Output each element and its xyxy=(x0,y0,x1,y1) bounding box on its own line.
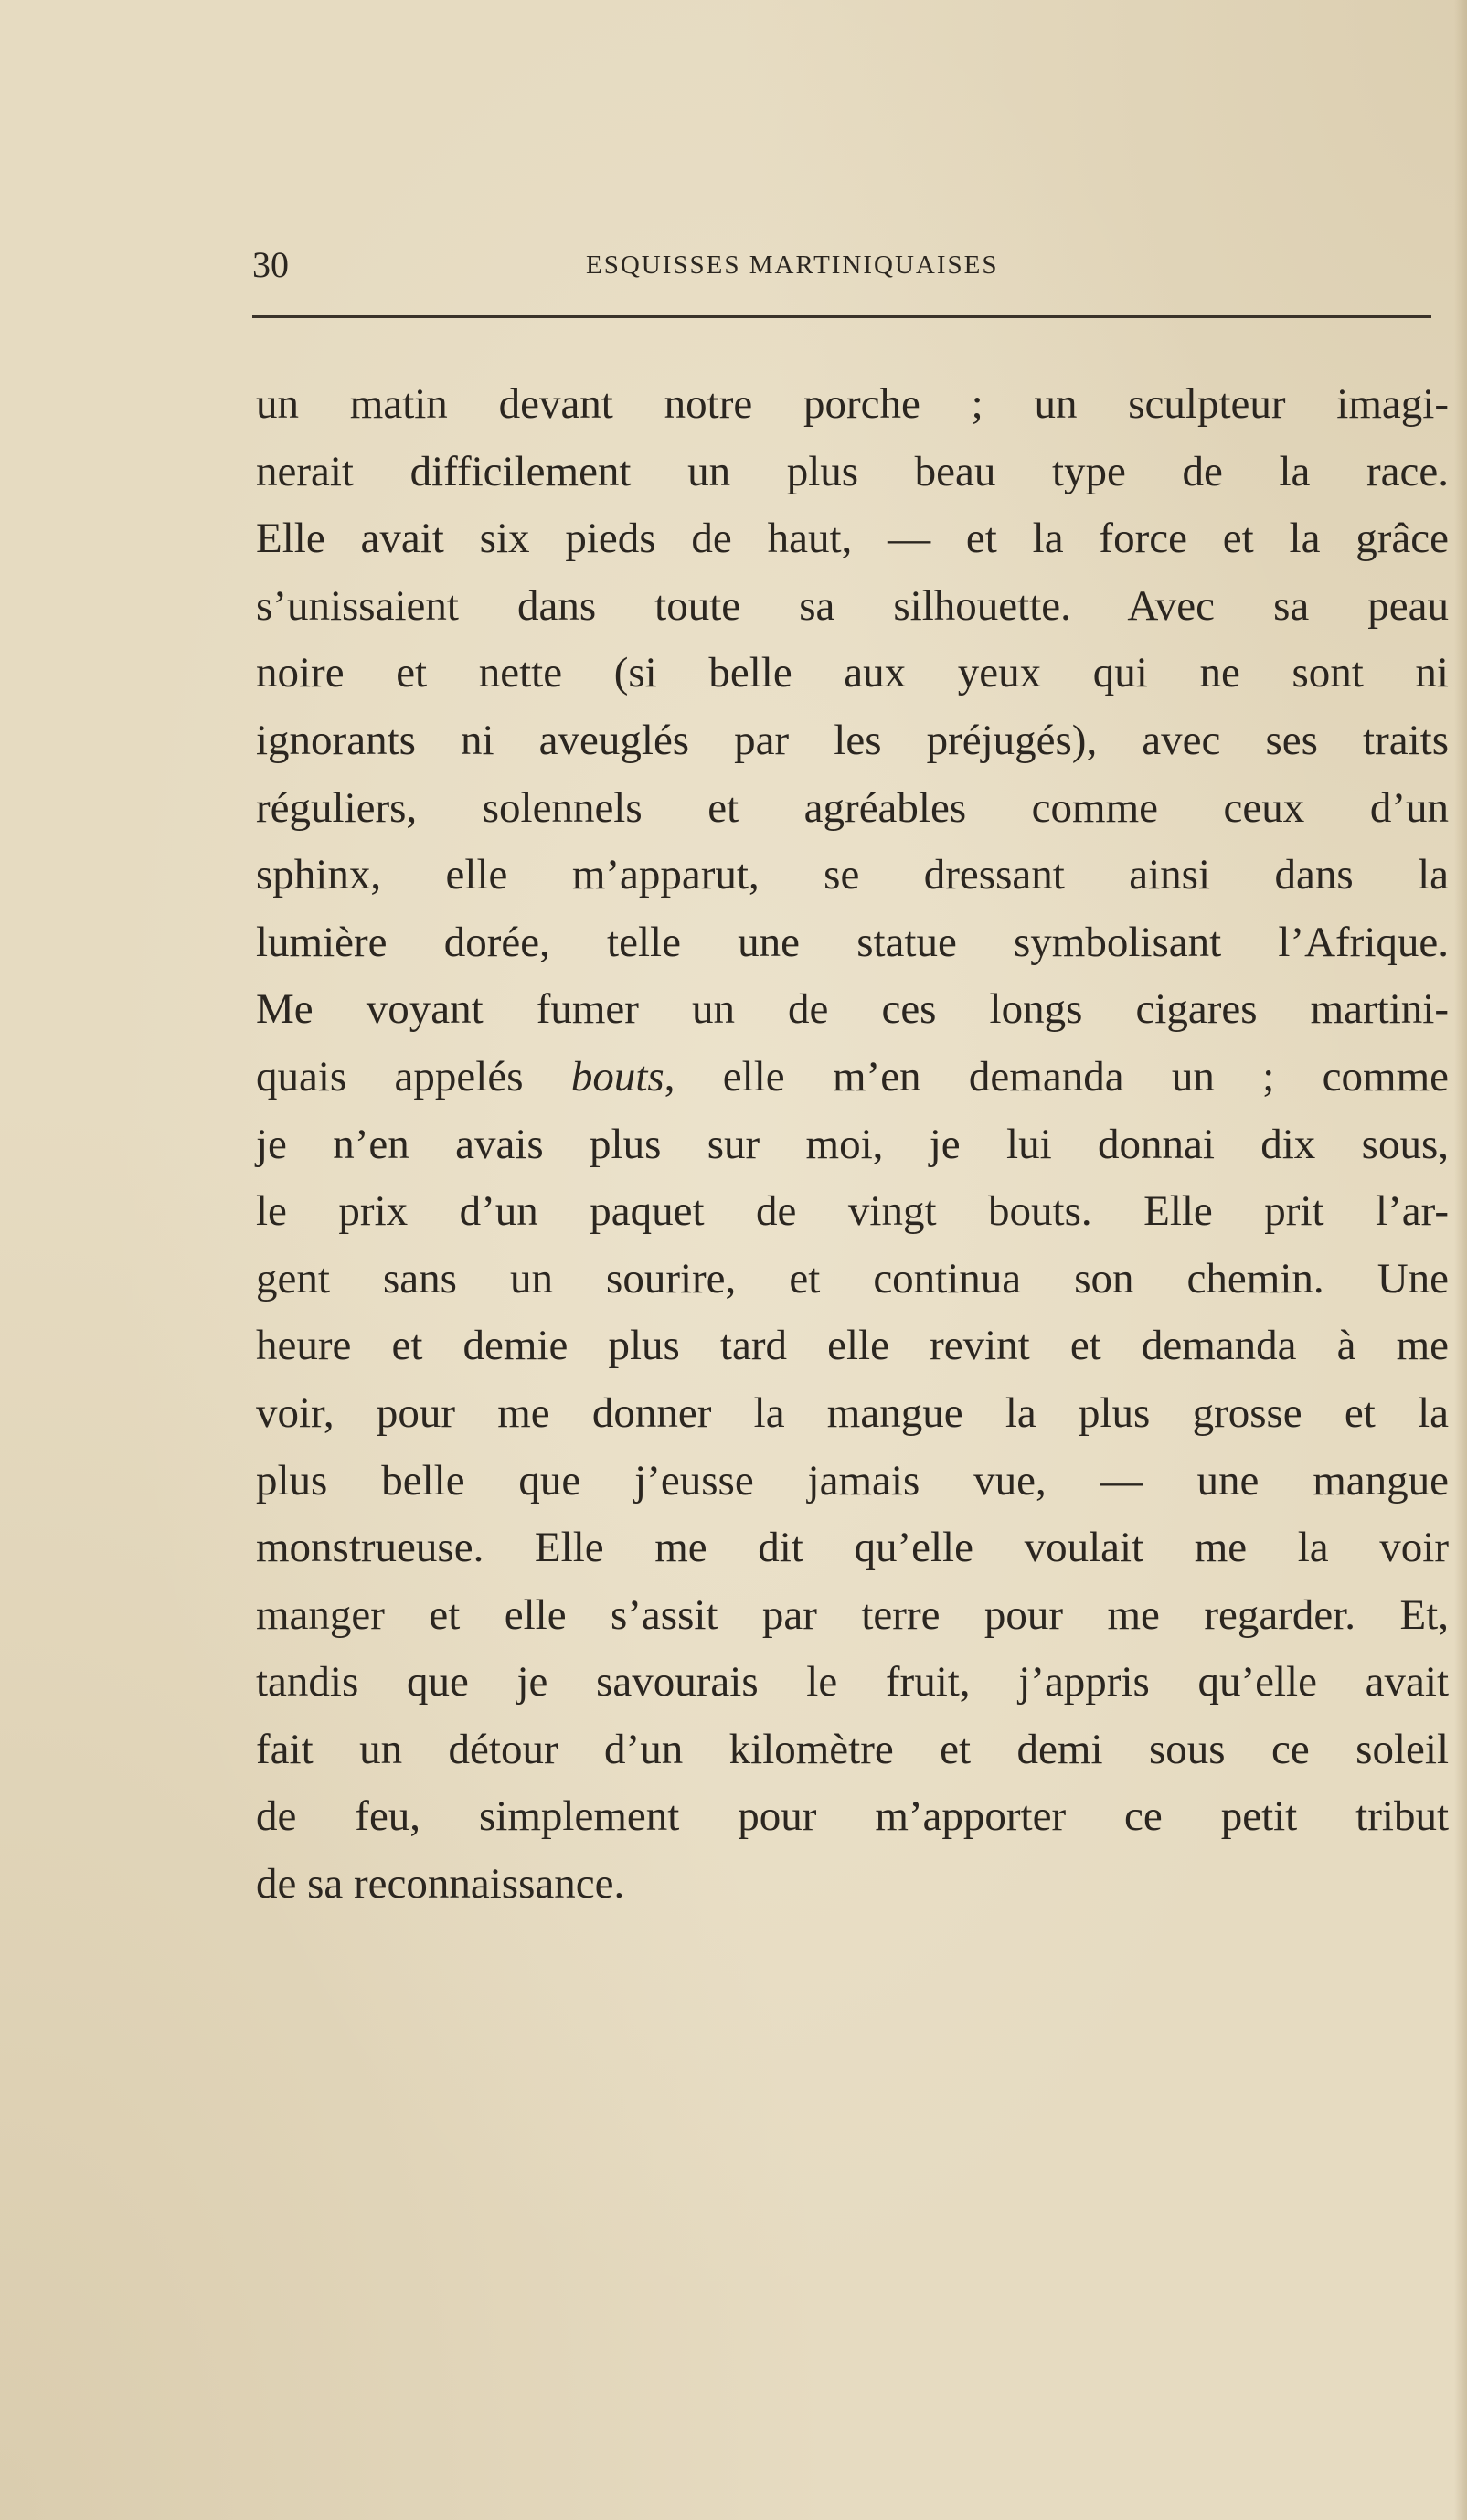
text-line: je n’en avais plus sur moi, je lui donnai dix sous, xyxy=(256,1120,1449,1168)
text-line: lumière dorée, telle une statue symbolisant l’Afrique. xyxy=(256,918,1449,966)
text-line: de feu, simplement pour m’apporter ce petit tribut xyxy=(256,1792,1449,1841)
text-line: le prix d’un paquet de vingt bouts. Elle prit l’ar- xyxy=(256,1187,1449,1236)
text-line-last: de sa reconnaissance. xyxy=(256,1860,625,1909)
text-line: réguliers, solennels et agréables comme ceux d’un xyxy=(256,783,1449,832)
running-head: ESQUISSES MARTINIQUAISES xyxy=(586,250,999,280)
text-line: voir, pour me donner la mangue la plus grosse et la xyxy=(256,1388,1449,1437)
text-line: ignorants ni aveuglés par les préjugés), avec ses traits xyxy=(256,716,1449,764)
header-rule xyxy=(252,315,1431,318)
text-line: noire et nette (si belle aux yeux qui ne sont ni xyxy=(256,649,1449,697)
text-line: fait un détour d’un kilomètre et demi sous ce soleil xyxy=(256,1725,1449,1773)
text-line: manger et elle s’assit par terre pour me regarder. Et, xyxy=(256,1590,1449,1639)
text-run: quais appelés xyxy=(256,1052,571,1101)
text-line: un matin devant notre porche ; un sculpteur imagi- xyxy=(256,380,1449,428)
text-line: monstrueuse. Elle me dit qu’elle voulait me la voir xyxy=(256,1524,1449,1572)
text-line: sphinx, elle m’apparut, se dressant ainsi dans la xyxy=(256,851,1449,899)
text-run: , elle m’en demanda un ; comme xyxy=(664,1052,1449,1101)
text-line: Elle avait six pieds de haut, — et la force et la grâce xyxy=(256,515,1449,563)
text-line: gent sans un sourire, et continua son chemin. Une xyxy=(256,1254,1449,1303)
page-header xyxy=(252,238,1431,292)
text-line: heure et demie plus tard elle revint et demanda à me xyxy=(256,1322,1449,1370)
text-line: s’unissaient dans toute sa silhouette. Avec sa peau xyxy=(256,581,1449,630)
text-line: tandis que je savourais le fruit, j’appris qu’elle avait xyxy=(256,1658,1449,1707)
text-line: plus belle que j’eusse jamais vue, — une mangue xyxy=(256,1456,1449,1505)
page-number: 30 xyxy=(252,244,289,285)
italic-word: bouts xyxy=(570,1052,664,1101)
text-line: nerait difficilement un plus beau type de la race. xyxy=(256,447,1449,495)
body-text xyxy=(256,371,1449,1919)
text-line-with-italic xyxy=(256,1044,1449,1111)
text-line: Me voyant fumer un de ces longs cigares martini- xyxy=(256,985,1449,1034)
page-edge-shadow xyxy=(1454,0,1467,2520)
